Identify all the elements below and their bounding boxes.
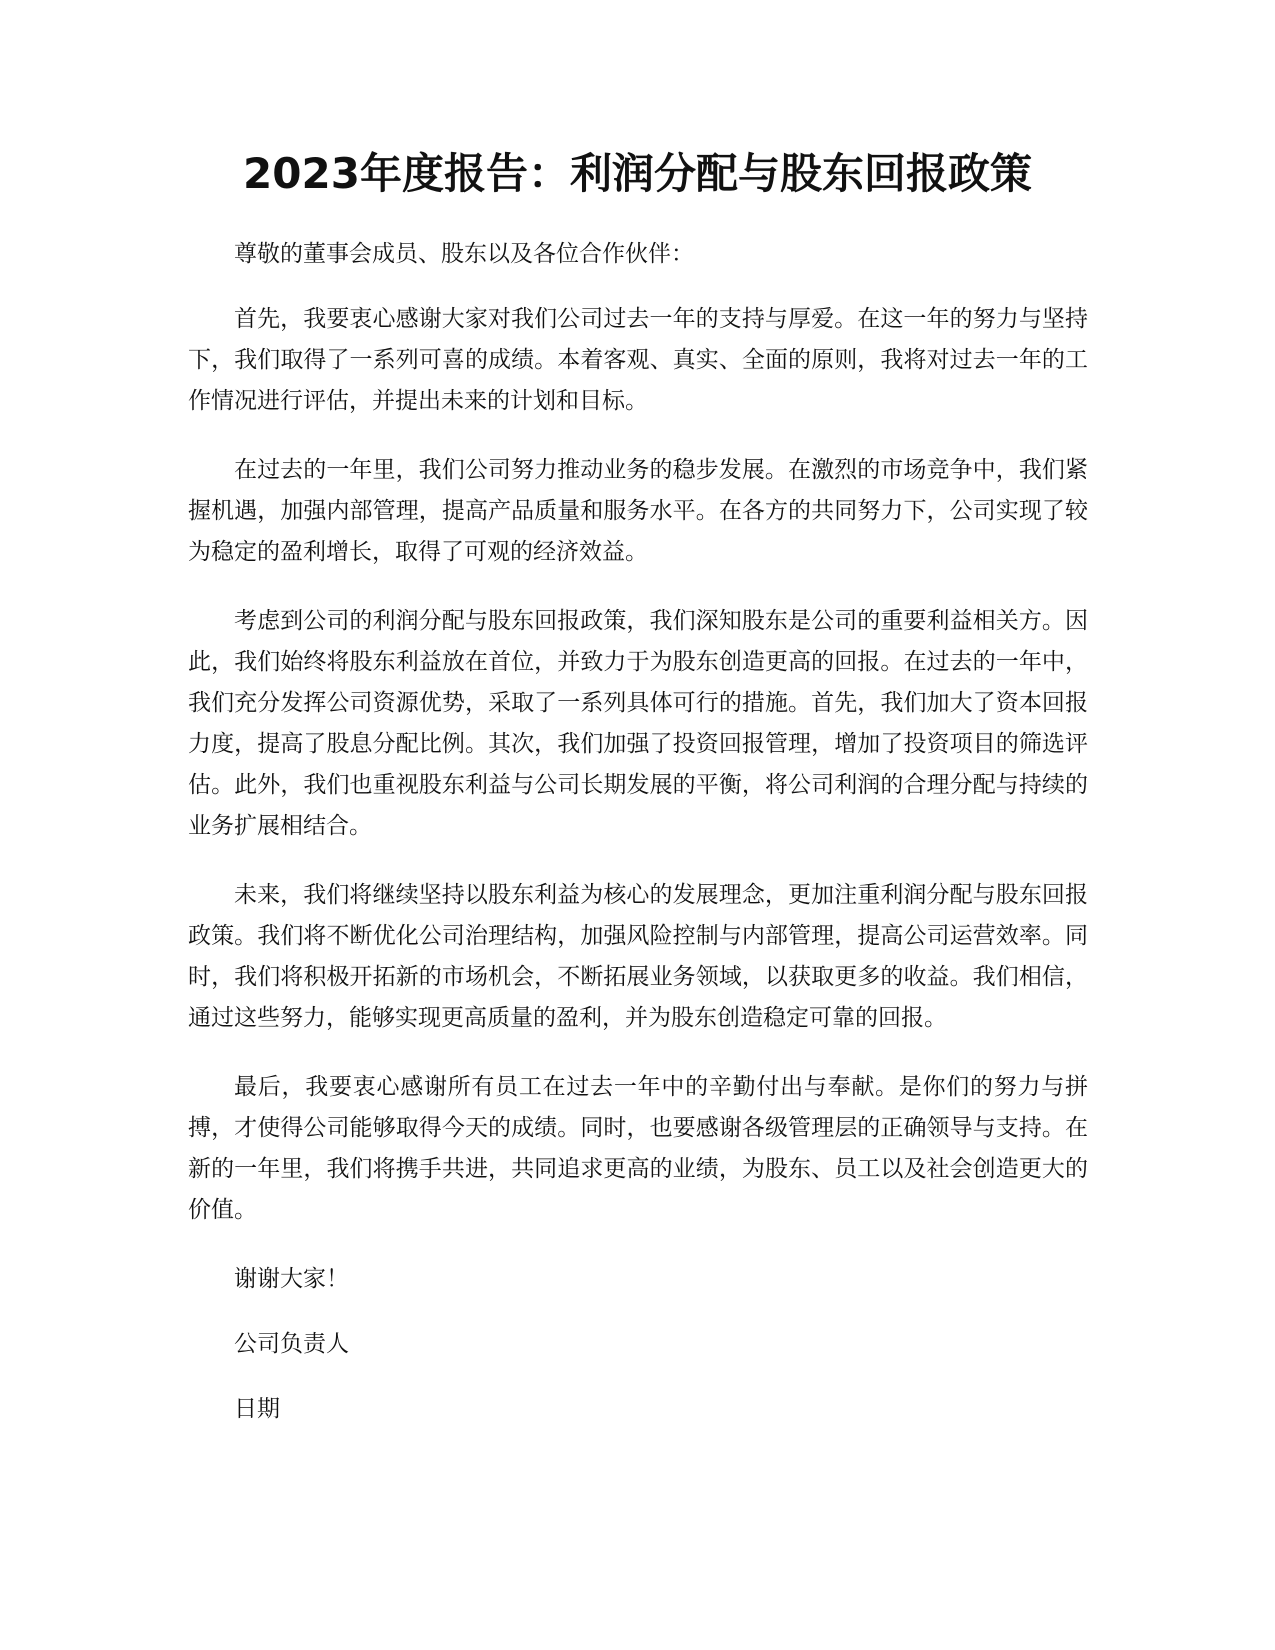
paragraph-3: 考虑到公司的利润分配与股东回报政策，我们深知股东是公司的重要利益相关方。因此，我们始终将股东利益放在首位，并致力于为股东创造更高的回报。在过去的一年中，我们充分发挥公司资源优势，采取了一系列具体可行的措施。首先，我们加大了资本回报力度，提高了股息分配比例。其次，我们加强了投资回报管理，增加了投资项目的筛选评估。此外，我们也重视股东利益与公司长期发展的平衡，将公司利润的合理分配与持续的业务扩展相结合。	[188, 608, 1088, 839]
signature: 公司负责人	[234, 1331, 349, 1357]
date-label: 日期	[234, 1396, 280, 1422]
closing: 谢谢大家！	[234, 1266, 349, 1292]
paragraph-2: 在过去的一年里，我们公司努力推动业务的稳步发展。在激烈的市场竞争中，我们紧握机遇，加强内部管理，提高产品质量和服务水平。在各方的共同努力下，公司实现了较为稳定的盈利增长，取得了可观的经济效益。	[188, 457, 1088, 565]
document-body	[188, 234, 1088, 1454]
paragraph-1: 首先，我要衷心感谢大家对我们公司过去一年的支持与厚爱。在这一年的努力与坚持下，我们取得了一系列可喜的成绩。本着客观、真实、全面的原则，我将对过去一年的工作情况进行评估，并提出未来的计划和目标。	[188, 306, 1088, 414]
document-title: 2023年度报告：利润分配与股东回报政策	[243, 149, 1032, 198]
paragraph-5: 最后，我要衷心感谢所有员工在过去一年中的辛勤付出与奉献。是你们的努力与拼搏，才使得公司能够取得今天的成绩。同时，也要感谢各级管理层的正确领导与支持。在新的一年里，我们将携手共进，共同追求更高的业绩，为股东、员工以及社会创造更大的价值。	[188, 1074, 1088, 1223]
paragraph-4: 未来，我们将继续坚持以股东利益为核心的发展理念，更加注重利润分配与股东回报政策。我们将不断优化公司治理结构，加强风险控制与内部管理，提高公司运营效率。同时，我们将积极开拓新的市场机会，不断拓展业务领域，以获取更多的收益。我们相信，通过这些努力，能够实现更高质量的盈利，并为股东创造稳定可靠的回报。	[188, 882, 1088, 1031]
salutation: 尊敬的董事会成员、股东以及各位合作伙伴：	[234, 241, 694, 267]
